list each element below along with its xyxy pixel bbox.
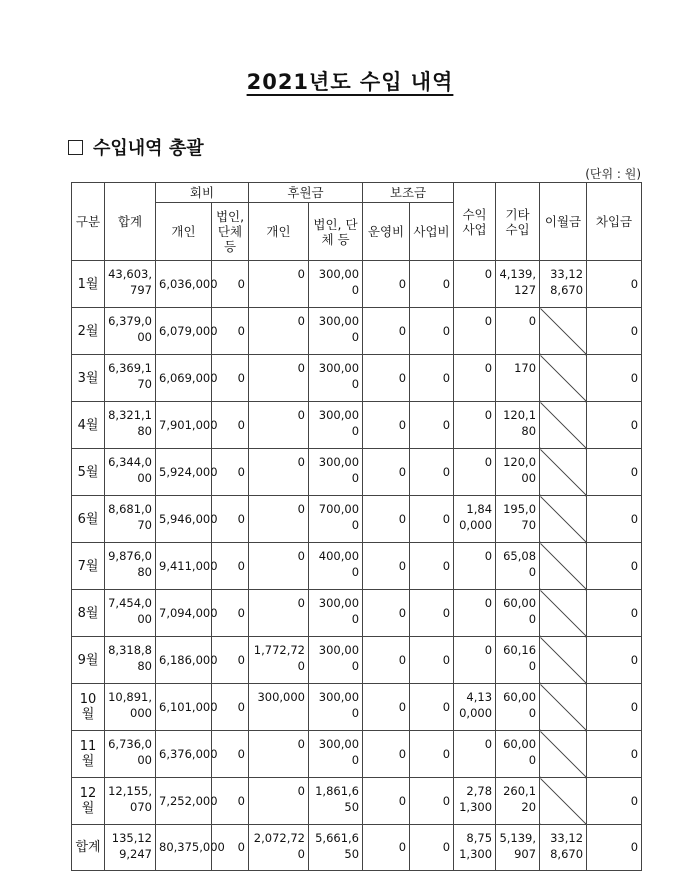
table-cell: 0 xyxy=(363,825,410,871)
table-cell: 300,000 xyxy=(309,308,363,355)
empty-diagonal-cell xyxy=(540,308,587,355)
header-total: 합계 xyxy=(105,183,156,261)
table-cell: 2,781,300 xyxy=(454,778,496,825)
table-cell: 0 xyxy=(363,355,410,402)
table-row xyxy=(72,449,642,496)
table-row xyxy=(72,590,642,637)
header-other: 기타 수입 xyxy=(496,183,540,261)
table-cell: 8,751,300 xyxy=(454,825,496,871)
header-sponsor-corporate: 법인, 단체 등 xyxy=(309,203,363,261)
row-label: 4월 xyxy=(72,402,105,449)
table-cell: 300,000 xyxy=(309,261,363,308)
table-cell: 0 xyxy=(410,308,454,355)
table-row xyxy=(72,731,642,778)
table-cell: 0 xyxy=(410,543,454,590)
table-cell: 0 xyxy=(363,684,410,731)
table-row xyxy=(72,778,642,825)
table-cell: 2,072,720 xyxy=(249,825,309,871)
table-cell: 0 xyxy=(249,308,309,355)
table-cell: 0 xyxy=(410,684,454,731)
header-dues: 회비 xyxy=(156,183,249,203)
table-cell: 0 xyxy=(249,449,309,496)
table-cell: 0 xyxy=(454,308,496,355)
table-cell: 60,160 xyxy=(496,637,540,684)
header-subsidy: 보조금 xyxy=(363,183,454,203)
table-cell: 0 xyxy=(587,308,642,355)
table-cell: 1,772,720 xyxy=(249,637,309,684)
table-cell: 300,000 xyxy=(309,590,363,637)
table-cell: 5,924,000 xyxy=(156,449,212,496)
table-cell: 0 xyxy=(249,402,309,449)
header-sponsor: 후원금 xyxy=(249,183,363,203)
table-cell: 6,079,000 xyxy=(156,308,212,355)
row-label: 12월 xyxy=(72,778,105,825)
table-cell: 0 xyxy=(363,261,410,308)
table-cell: 300,000 xyxy=(249,684,309,731)
section-heading: 수입내역 총괄 xyxy=(68,134,204,160)
header-dues-individual: 개인 xyxy=(156,203,212,261)
table-cell: 6,069,000 xyxy=(156,355,212,402)
table-row xyxy=(72,684,642,731)
header-loan: 차입금 xyxy=(587,183,642,261)
row-label: 합계 xyxy=(72,825,105,871)
table-cell: 0 xyxy=(587,731,642,778)
empty-diagonal-cell xyxy=(540,637,587,684)
table-cell: 0 xyxy=(363,590,410,637)
table-cell: 0 xyxy=(249,496,309,543)
table-cell: 0 xyxy=(363,543,410,590)
table-cell: 8,321,180 xyxy=(105,402,156,449)
table-cell: 1,861,650 xyxy=(309,778,363,825)
table-cell: 9,876,080 xyxy=(105,543,156,590)
table-cell: 700,000 xyxy=(309,496,363,543)
table-cell: 0 xyxy=(454,261,496,308)
table-cell: 6,369,170 xyxy=(105,355,156,402)
table-cell: 195,070 xyxy=(496,496,540,543)
table-cell: 10,891,000 xyxy=(105,684,156,731)
table-cell: 0 xyxy=(212,637,249,684)
table-cell: 0 xyxy=(496,308,540,355)
table-cell: 300,000 xyxy=(309,402,363,449)
table-cell: 0 xyxy=(454,543,496,590)
table-cell: 5,946,000 xyxy=(156,496,212,543)
table-cell: 300,000 xyxy=(309,731,363,778)
table-row xyxy=(72,261,642,308)
table-cell: 60,000 xyxy=(496,684,540,731)
table-cell: 0 xyxy=(587,355,642,402)
income-table xyxy=(71,182,642,871)
empty-diagonal-cell xyxy=(540,402,587,449)
table-cell: 0 xyxy=(454,449,496,496)
table-cell: 300,000 xyxy=(309,449,363,496)
table-cell: 0 xyxy=(363,402,410,449)
table-cell: 0 xyxy=(212,402,249,449)
table-cell: 0 xyxy=(410,449,454,496)
table-cell: 6,186,000 xyxy=(156,637,212,684)
table-cell: 0 xyxy=(363,731,410,778)
table-cell: 8,318,880 xyxy=(105,637,156,684)
table-cell: 120,180 xyxy=(496,402,540,449)
table-cell: 80,375,000 xyxy=(156,825,212,871)
header-project: 사업비 xyxy=(410,203,454,261)
empty-diagonal-cell xyxy=(540,496,587,543)
table-cell: 0 xyxy=(410,402,454,449)
table-cell: 170 xyxy=(496,355,540,402)
row-label: 6월 xyxy=(72,496,105,543)
table-cell: 6,736,000 xyxy=(105,731,156,778)
table-cell: 400,000 xyxy=(309,543,363,590)
table-cell: 60,000 xyxy=(496,731,540,778)
table-cell: 0 xyxy=(410,778,454,825)
empty-diagonal-cell xyxy=(540,449,587,496)
table-cell: 0 xyxy=(454,590,496,637)
table-cell: 0 xyxy=(454,355,496,402)
table-cell: 0 xyxy=(454,402,496,449)
table-cell: 0 xyxy=(212,543,249,590)
table-cell: 0 xyxy=(410,590,454,637)
table-cell: 6,101,000 xyxy=(156,684,212,731)
table-cell: 0 xyxy=(410,637,454,684)
table-cell: 300,000 xyxy=(309,637,363,684)
row-label: 11월 xyxy=(72,731,105,778)
table-cell: 6,036,000 xyxy=(156,261,212,308)
empty-diagonal-cell xyxy=(540,543,587,590)
table-cell: 0 xyxy=(212,496,249,543)
table-cell: 0 xyxy=(410,355,454,402)
row-label: 2월 xyxy=(72,308,105,355)
table-cell: 0 xyxy=(410,825,454,871)
unit-note: (단위 : 원) xyxy=(585,167,641,181)
table-cell: 0 xyxy=(249,543,309,590)
table-cell: 33,128,670 xyxy=(540,261,587,308)
table-cell: 0 xyxy=(587,778,642,825)
header-revenue: 수익 사업 xyxy=(454,183,496,261)
document-title: 2021년도 수입 내역 xyxy=(246,70,454,94)
table-cell: 0 xyxy=(249,590,309,637)
table-cell: 0 xyxy=(249,778,309,825)
table-cell: 6,344,000 xyxy=(105,449,156,496)
table-cell: 120,000 xyxy=(496,449,540,496)
empty-diagonal-cell xyxy=(540,684,587,731)
row-label: 9월 xyxy=(72,637,105,684)
empty-diagonal-cell xyxy=(540,778,587,825)
table-cell: 300,000 xyxy=(309,684,363,731)
table-cell: 0 xyxy=(587,449,642,496)
table-cell: 0 xyxy=(363,449,410,496)
empty-diagonal-cell xyxy=(540,355,587,402)
table-cell: 7,094,000 xyxy=(156,590,212,637)
table-cell: 0 xyxy=(410,261,454,308)
header-operating: 운영비 xyxy=(363,203,410,261)
header-dues-corporate: 법인, 단체 등 xyxy=(212,203,249,261)
table-cell: 0 xyxy=(410,496,454,543)
table-cell: 6,376,000 xyxy=(156,731,212,778)
table-cell: 65,080 xyxy=(496,543,540,590)
table-cell: 0 xyxy=(587,825,642,871)
row-label: 10월 xyxy=(72,684,105,731)
table-cell: 4,130,000 xyxy=(454,684,496,731)
table-cell: 260,120 xyxy=(496,778,540,825)
empty-diagonal-cell xyxy=(540,590,587,637)
table-cell: 0 xyxy=(454,731,496,778)
table-cell: 5,661,650 xyxy=(309,825,363,871)
table-cell: 1,840,000 xyxy=(454,496,496,543)
table-cell: 8,681,070 xyxy=(105,496,156,543)
table-cell: 0 xyxy=(249,261,309,308)
table-cell: 0 xyxy=(212,825,249,871)
header-gubun: 구분 xyxy=(72,183,105,261)
table-cell: 4,139,127 xyxy=(496,261,540,308)
table-cell: 6,379,000 xyxy=(105,308,156,355)
table-cell: 0 xyxy=(587,543,642,590)
table-cell: 0 xyxy=(363,308,410,355)
table-cell: 0 xyxy=(212,731,249,778)
table-cell: 0 xyxy=(212,261,249,308)
table-cell: 9,411,000 xyxy=(156,543,212,590)
table-cell: 43,603,797 xyxy=(105,261,156,308)
table-row xyxy=(72,496,642,543)
table-cell: 7,252,000 xyxy=(156,778,212,825)
table-cell: 0 xyxy=(587,590,642,637)
table-row xyxy=(72,543,642,590)
table-row xyxy=(72,637,642,684)
table-cell: 0 xyxy=(212,449,249,496)
table-cell: 0 xyxy=(363,496,410,543)
table-cell: 0 xyxy=(249,731,309,778)
header-carry: 이월금 xyxy=(540,183,587,261)
table-cell: 60,000 xyxy=(496,590,540,637)
table-cell: 0 xyxy=(363,637,410,684)
row-label: 5월 xyxy=(72,449,105,496)
table-cell: 7,901,000 xyxy=(156,402,212,449)
table-cell: 0 xyxy=(587,684,642,731)
checkbox-square-icon xyxy=(68,140,83,155)
header-sponsor-individual: 개인 xyxy=(249,203,309,261)
table-cell: 0 xyxy=(587,637,642,684)
table-cell: 0 xyxy=(212,684,249,731)
table-cell: 0 xyxy=(587,402,642,449)
table-cell: 300,000 xyxy=(309,355,363,402)
row-label: 8월 xyxy=(72,590,105,637)
table-cell: 5,139,907 xyxy=(496,825,540,871)
table-row xyxy=(72,355,642,402)
table-cell: 0 xyxy=(249,355,309,402)
table-row xyxy=(72,308,642,355)
table-row xyxy=(72,402,642,449)
table-cell: 0 xyxy=(410,731,454,778)
table-cell: 12,155,070 xyxy=(105,778,156,825)
table-cell: 33,128,670 xyxy=(540,825,587,871)
table-cell: 0 xyxy=(587,261,642,308)
table-cell: 135,129,247 xyxy=(105,825,156,871)
table-cell: 0 xyxy=(363,778,410,825)
table-cell: 0 xyxy=(212,590,249,637)
table-cell: 0 xyxy=(212,355,249,402)
table-cell: 0 xyxy=(587,496,642,543)
table-cell: 0 xyxy=(212,308,249,355)
table-cell: 0 xyxy=(454,637,496,684)
row-label: 1월 xyxy=(72,261,105,308)
table-cell: 0 xyxy=(212,778,249,825)
total-row xyxy=(72,825,642,871)
empty-diagonal-cell xyxy=(540,731,587,778)
row-label: 7월 xyxy=(72,543,105,590)
table-cell: 7,454,000 xyxy=(105,590,156,637)
row-label: 3월 xyxy=(72,355,105,402)
